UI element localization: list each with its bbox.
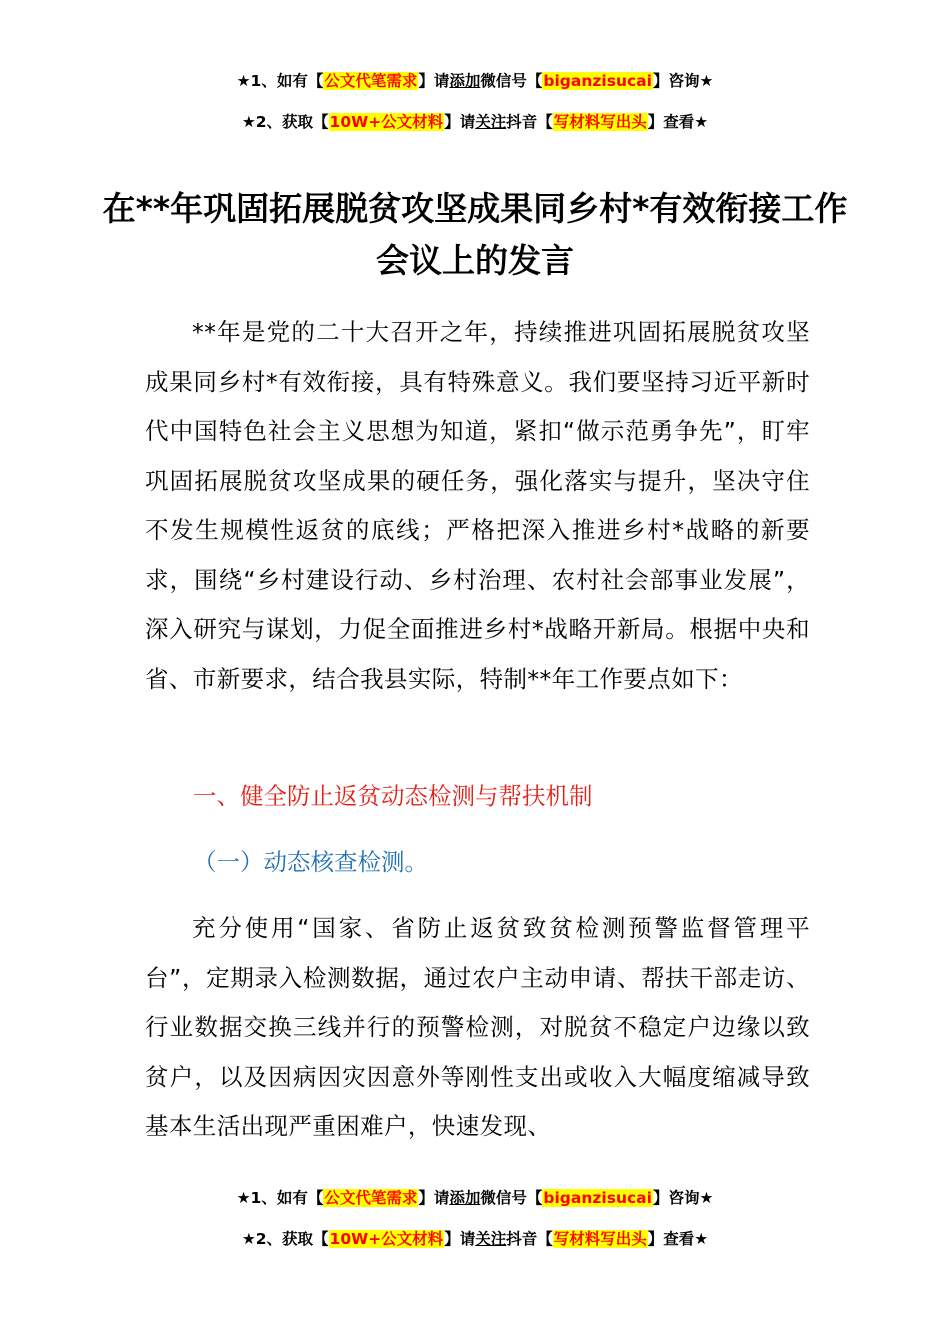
highlight-douyin: 写材料写出头 xyxy=(553,1230,647,1248)
banner-text: ★2、获取【 xyxy=(241,1230,329,1248)
banner-underline: 添加 xyxy=(449,72,481,90)
banner-underline: 添加 xyxy=(449,1189,481,1207)
banner-text: 】咨询★ xyxy=(652,1189,714,1207)
subsection-heading-1: （一）动态核查检测。 xyxy=(193,848,428,876)
highlight-materials: 10W+公文材料 xyxy=(329,113,444,131)
top-banner-line-2 xyxy=(0,107,950,137)
intro-paragraph: **年是党的二十大召开之年，持续推进巩固拓展脱贫攻坚成果同乡村*有效衔接，具有特殊意义。我们要坚持习近平新时代中国特色社会主义思想为知道，紧扣“做示范勇争先”，盯牢巩固拓展脱贫攻坚成果的硬任务，强化落实与提升，坚决守住不发生规模性返贫的底线；严格把深入推进乡村*战略的新要求，围绕“乡村建设行动、乡村治理、农村社会部事业发展”，深入研究与谋划，力促全面推进乡村*战略开新局。根据中央和省、市新要求，结合我县实际，特制**年工作要点如下： xyxy=(145,318,810,693)
banner-text: ★1、如有【 xyxy=(236,72,324,90)
banner-text: 微信号【 xyxy=(480,72,543,90)
banner-text: ★1、如有【 xyxy=(236,1189,324,1207)
banner-text: 】请 xyxy=(444,113,476,131)
highlight-wechat-id: biganzisucai xyxy=(543,72,652,90)
banner-underline: 关注 xyxy=(475,113,507,131)
document-title: 在**年巩固拓展脱贫攻坚成果同乡村*有效衔接工作会议上的发言 xyxy=(102,189,848,280)
banner-text: 】查看★ xyxy=(647,1230,709,1248)
bottom-banner-line-1 xyxy=(0,1183,950,1213)
highlight-douyin: 写材料写出头 xyxy=(553,113,647,131)
banner-text: 抖音【 xyxy=(506,113,553,131)
banner-text: 微信号【 xyxy=(480,1189,543,1207)
banner-text: 】查看★ xyxy=(647,113,709,131)
highlight-materials: 10W+公文材料 xyxy=(329,1230,444,1248)
banner-text: 抖音【 xyxy=(506,1230,553,1248)
highlight-service: 公文代笔需求 xyxy=(324,72,418,90)
top-banner-line-1 xyxy=(0,66,950,96)
banner-text: 】请 xyxy=(418,1189,450,1207)
banner-underline: 关注 xyxy=(475,1230,507,1248)
highlight-service: 公文代笔需求 xyxy=(324,1189,418,1207)
section-heading-1: 一、健全防止返贫动态检测与帮扶机制 xyxy=(193,782,593,810)
banner-text: 】咨询★ xyxy=(652,72,714,90)
bottom-banner-line-2 xyxy=(0,1224,950,1254)
highlight-wechat-id: biganzisucai xyxy=(543,1189,652,1207)
banner-text: 】请 xyxy=(444,1230,476,1248)
banner-text: 】请 xyxy=(418,72,450,90)
banner-text: ★2、获取【 xyxy=(241,113,329,131)
body-paragraph-2: 充分使用“国家、省防止返贫致贫检测预警监督管理平台”，定期录入检测数据，通过农户主动申请、帮扶干部走访、行业数据交换三线并行的预警检测，对脱贫不稳定户边缘以致贫户，以及因病因灾因意外等刚性支出或收入大幅度缩减导致基本生活出现严重困难户，快速发现、 xyxy=(145,914,810,1140)
